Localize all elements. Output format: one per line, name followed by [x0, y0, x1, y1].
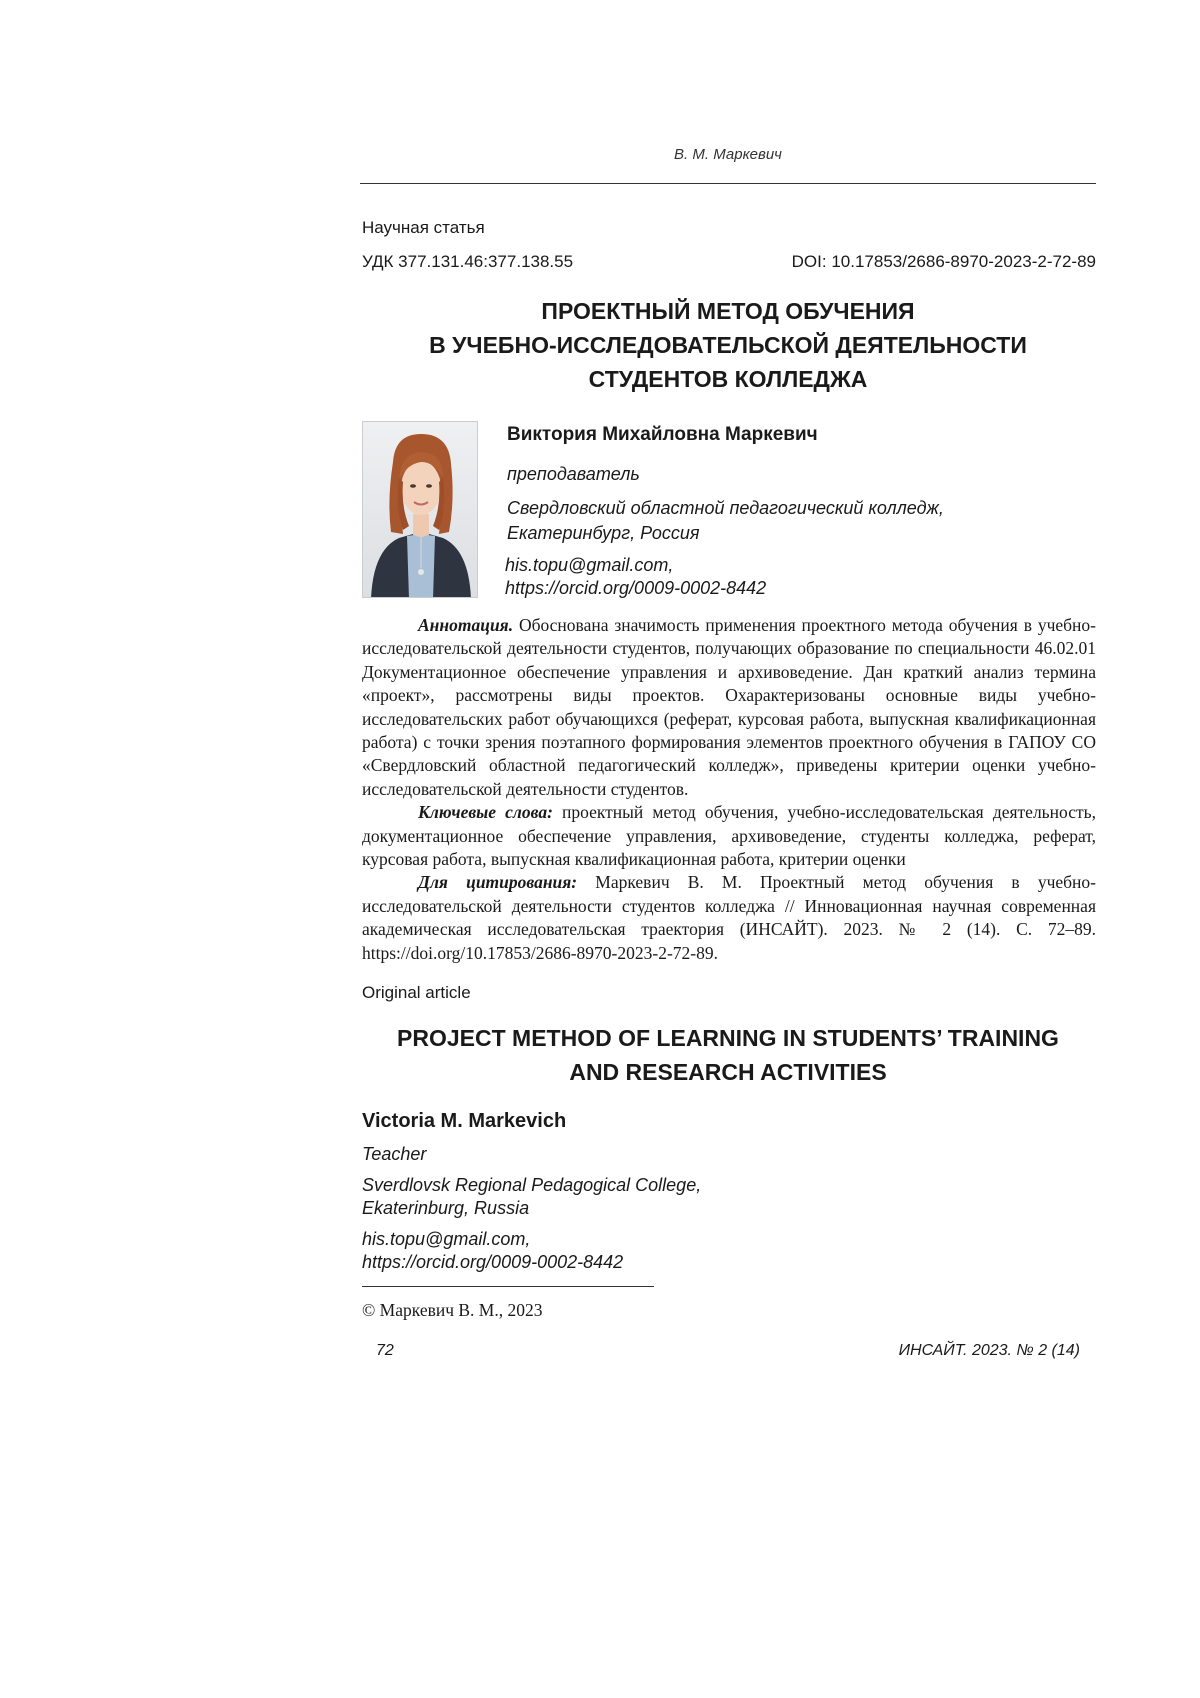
doi: DOI: 10.17853/2686-8970-2023-2-72-89 [791, 252, 1096, 271]
author-affiliation-en [362, 1174, 1062, 1220]
header-rule [360, 183, 1096, 184]
keywords-label: Ключевые слова: [418, 802, 553, 823]
author-affiliation [507, 496, 1097, 546]
author-info-ru [507, 422, 1097, 600]
keywords-paragraph [362, 801, 1096, 871]
author-email[interactable]: his.topu@gmail.com, [505, 555, 674, 575]
author-orcid-link[interactable]: https://orcid.org/0009-0002-8442 [505, 578, 767, 598]
author-email-en[interactable]: his.topu@gmail.com, [362, 1229, 531, 1249]
abstract-section [362, 614, 1096, 965]
footnote-rule [362, 1286, 654, 1287]
author-contacts-en [362, 1228, 1062, 1274]
author-name: Виктория Михайловна Маркевич [507, 424, 818, 445]
title-en-line: AND RESEARCH ACTIVITIES [569, 1059, 887, 1085]
keywords-text: проектный метод обучения, учебно-исследовательская деятельность, документационное обеспечение управления, архивоведение, студенты колледжа, реферат, курсовая работа, выпускная квалификационная работа, критерии оценки [362, 802, 1096, 870]
title-en-line: PROJECT METHOD OF LEARNING IN STUDENTS’ TRAINING [397, 1025, 1059, 1051]
page-number: 72 [376, 1342, 394, 1359]
author-info-en [362, 1108, 1062, 1274]
author-name-en: Victoria M. Markevich [362, 1110, 567, 1132]
author-position: преподаватель [507, 464, 640, 484]
citation-label: Для цитирования: [418, 872, 578, 893]
title-english [360, 1021, 1096, 1089]
annotation-paragraph [362, 614, 1096, 801]
affiliation-line: Екатеринбург, Россия [507, 523, 700, 543]
author-portrait-image [363, 422, 478, 598]
affiliation-line: Sverdlovsk Regional Pedagogical College, [362, 1175, 702, 1195]
affiliation-line: Свердловский областной педагогический колледж, [507, 498, 944, 518]
title-ru-line: ПРОЕКТНЫЙ МЕТОД ОБУЧЕНИЯ [541, 298, 915, 324]
citation-paragraph [362, 871, 1096, 965]
affiliation-line: Ekaterinburg, Russia [362, 1198, 530, 1218]
annotation-label: Аннотация. [418, 615, 514, 635]
author-orcid-link-en[interactable]: https://orcid.org/0009-0002-8442 [362, 1252, 624, 1272]
author-contacts [505, 554, 1097, 600]
citation-text: Маркевич В. М. Проектный метод обучения в учебно-исследовательской деятельности студентов колледжа // Инновационная научная современная академическая исследовательская траектория (ИНСАЙТ). 2023. № 2 (14). С. 72–89. https://doi.org/10.17853/2686-8970-2023-2-72-89. [362, 872, 1096, 963]
annotation-text: Обоснована значимость применения проектного метода обучения в учебно-исследовательской деятельности студентов, получающих образование по специальности 46.02.01 Документационное обеспечение управления и архивоведение. Дан краткий анализ термина «проект», рассмотрены виды проектов. Охарактеризованы основные виды учебно-исследовательских работ обучающихся (реферат, курсовая работа, выпускная квалификационная работа) с точки зрения поэтапного формирования элементов проектного обучения в ГАПОУ СО «Свердловский областной педагогический колледж», приведены критерии оценки учебно-исследовательской деятельности студентов. [362, 615, 1096, 799]
article-type-english: Original article [362, 983, 471, 1002]
running-head: В. М. Маркевич [674, 146, 782, 163]
author-position-en: Teacher [362, 1144, 427, 1164]
title-ru-line: СТУДЕНТОВ КОЛЛЕДЖА [588, 366, 868, 392]
title-ru-line: В УЧЕБНО-ИССЛЕДОВАТЕЛЬСКОЙ ДЕЯТЕЛЬНОСТИ [429, 332, 1027, 358]
journal-issue: ИНСАЙТ. 2023. № 2 (14) [898, 1342, 1080, 1359]
author-photo [362, 421, 478, 598]
udc-code: УДК 377.131.46:377.138.55 [362, 252, 574, 271]
title-russian [360, 294, 1096, 396]
article-type: Научная статья [362, 218, 485, 237]
copyright-notice: © Маркевич В. М., 2023 [362, 1300, 543, 1320]
